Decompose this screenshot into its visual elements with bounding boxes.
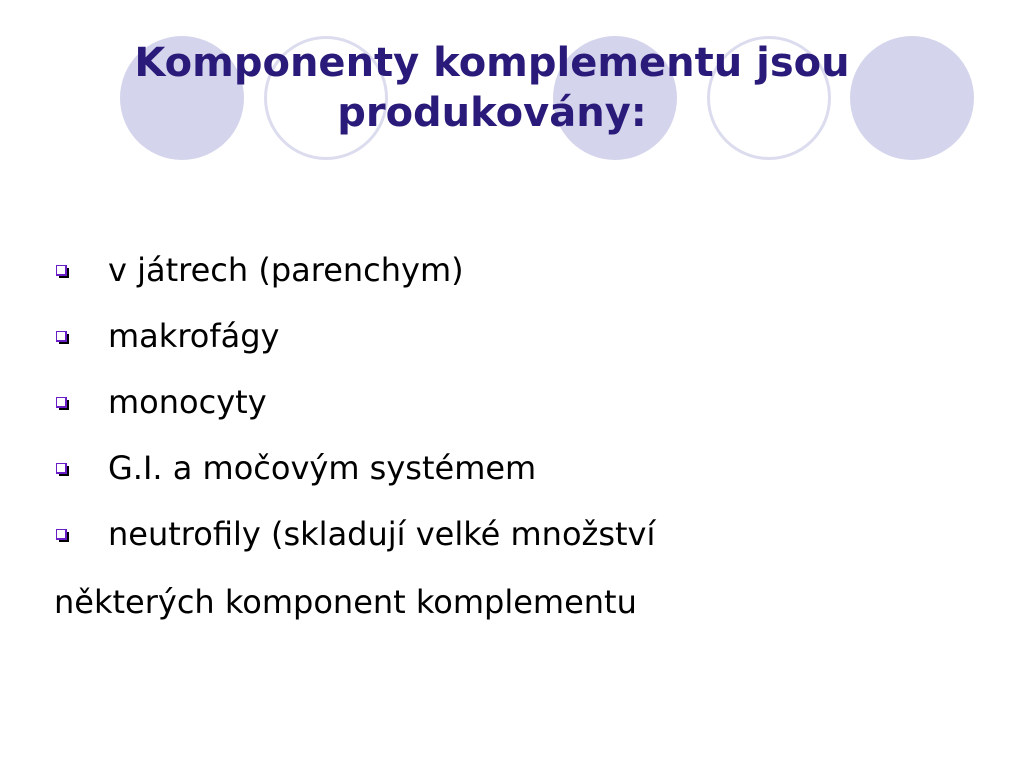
hollow-square-bullet-icon bbox=[56, 265, 69, 278]
bullet-label: makrofágy bbox=[108, 317, 280, 355]
bullet-label: monocyty bbox=[108, 383, 267, 421]
bullet-label: v játrech (parenchym) bbox=[108, 251, 464, 289]
bullet-list bbox=[54, 246, 954, 576]
hollow-square-bullet-icon bbox=[56, 463, 69, 476]
hollow-square-bullet-icon bbox=[56, 529, 69, 542]
continuation-text: některých komponent komplementu bbox=[54, 583, 637, 621]
bullet-item bbox=[54, 246, 954, 312]
bullet-label: neutrofily (skladují velké množství bbox=[108, 515, 656, 553]
bullet-item bbox=[54, 444, 954, 510]
hollow-square-bullet-icon bbox=[56, 397, 69, 410]
slide-title: Komponenty komplementu jsou produkovány: bbox=[134, 40, 850, 136]
hollow-square-bullet-icon bbox=[56, 331, 69, 344]
bullet-item bbox=[54, 312, 954, 378]
bullet-label: G.I. a močovým systémem bbox=[108, 449, 537, 487]
bullet-item bbox=[54, 378, 954, 444]
bullet-item bbox=[54, 510, 954, 576]
